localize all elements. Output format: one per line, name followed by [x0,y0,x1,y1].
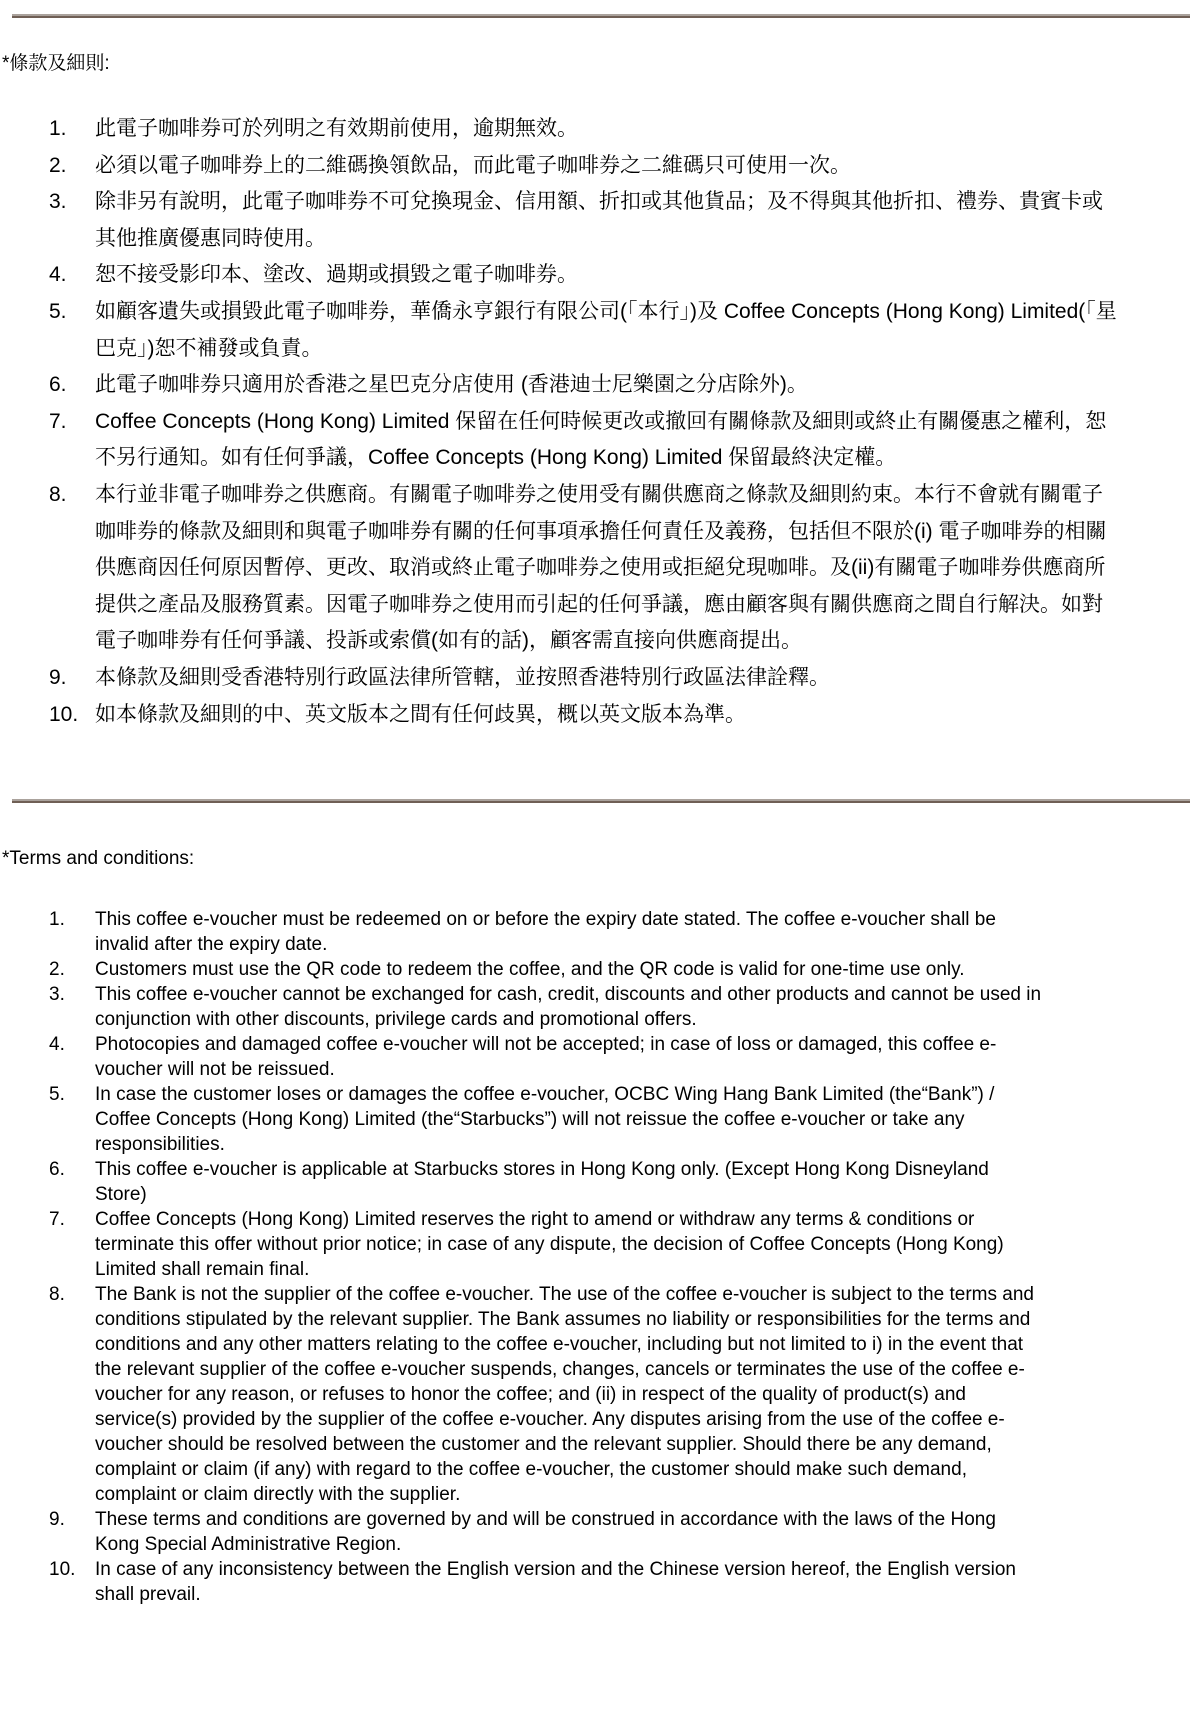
item-text: 此電子咖啡券只適用於香港之星巴克分店使用 (香港迪士尼樂園之分店除外)。 [95,373,808,397]
english-terms-list [0,907,1204,1607]
horizontal-rule-top [12,14,1190,18]
item-number: 7. [49,1209,65,1231]
item-number: 10. [49,702,79,726]
item-text: 如顧客遺失或損毀此電子咖啡券，華僑永亨銀行有限公司(「本行」)及 Coffee Concepts (Hong Kong) Limited(「星巴克」)恕不補發或負責。 [95,299,1117,360]
list-item [0,477,1204,660]
list-item [0,111,1204,148]
list-item [0,697,1204,734]
item-text: Photocopies and damaged coffee e-voucher will not be accepted; in case of loss or damaged, this coffee e-voucher will not be reissued. [95,1034,997,1081]
item-number: 3. [49,190,67,214]
item-text: The Bank is not the supplier of the coffee e-voucher. The use of the coffee e-voucher is subject to the terms and conditions stipulated by the relevant supplier. The Bank assumes no liability or responsibilities for the terms and conditions and any other matters relating to the coffee e-voucher, including but not limited to i) in the event that the relevant supplier of the coffee e-voucher suspends, changes, cancels or terminates the use of the coffee e-voucher for any reason, or refuses to honor the coffee; and (ii) in respect of the quality of product(s) and service(s) provided by the supplier of the coffee e-voucher. Any disputes arising from the use of the coffee e-voucher should be resolved between the customer and the relevant supplier. Should there be any demand, complaint or claim (if any) with regard to the coffee e-voucher, the customer should make such demand, complaint or claim directly with the supplier. [95,1284,1034,1506]
item-number: 8. [49,482,67,506]
list-item [0,1507,1204,1557]
item-text: 此電子咖啡券可於列明之有效期前使用，逾期無效。 [95,117,578,140]
chinese-terms-heading: *條款及細則: [2,53,110,74]
list-item [0,257,1204,294]
item-text: 本條款及細則受香港特別行政區法律所管轄，並按照香港特別行政區法律詮釋。 [95,665,830,689]
item-text: 除非另有說明，此電子咖啡券不可兌換現金、信用額、折扣或其他貨品；及不得與其他折扣、禮券、貴賓卡或其他推廣優惠同時使用。 [95,190,1103,250]
list-item [0,1282,1204,1507]
item-text: In case the customer loses or damages the coffee e-voucher, OCBC Wing Hang Bank Limited (the“Bank”) / Coffee Concepts (Hong Kong) Limited (the“Starbucks”) will not reissue the coffee e-voucher or take any responsibilities. [95,1084,995,1156]
item-text: This coffee e-voucher cannot be exchanged for cash, credit, discounts and other products and cannot be used in conjunction with other discounts, privilege cards and promotional offers. [95,984,1042,1031]
item-text: Customers must use the QR code to redeem the coffee, and the QR code is valid for one-time use only. [95,959,965,981]
item-number: 4. [49,1034,65,1056]
list-item [0,957,1204,982]
item-number: 8. [49,1284,65,1306]
item-number: 1. [49,117,67,140]
item-number: 5. [49,1084,65,1106]
horizontal-rule-divider [12,799,1190,803]
list-item [0,1082,1204,1157]
list-item [0,907,1204,957]
item-text: This coffee e-voucher is applicable at Starbucks stores in Hong Kong only. (Except Hong Kong Disneyland Store) [95,1159,989,1206]
list-item [0,1557,1204,1607]
list-item [0,660,1204,697]
item-number: 9. [49,665,67,689]
item-number: 10. [49,1559,76,1581]
item-number: 9. [49,1509,65,1531]
item-text: This coffee e-voucher must be redeemed on or before the expiry date stated. The coffee e-voucher shall be invalid after the expiry date. [95,909,996,956]
item-text: In case of any inconsistency between the English version and the Chinese version hereof, the English version shall prevail. [95,1559,1016,1606]
list-item [0,1032,1204,1082]
item-number: 2. [49,959,65,981]
item-text: 恕不接受影印本、塗改、過期或損毀之電子咖啡券。 [95,263,578,287]
item-number: 5. [49,299,67,323]
list-item [0,404,1204,477]
item-number: 2. [49,153,67,177]
list-item [0,294,1204,367]
item-number: 6. [49,373,67,397]
list-item [0,367,1204,404]
terms-document [0,14,1204,1607]
item-text: 本行並非電子咖啡券之供應商。有關電子咖啡券之使用受有關供應商之條款及細則約束。本行不會就有關電子咖啡券的條款及細則和與電子咖啡券有關的任何事項承擔任何責任及義務，包括但不限於(i) 電子咖啡券的相關供應商因任何原因暫停、更改、取消或終止電子咖啡券之使用或拒絕兌現咖啡。及(ii)有關電子咖啡券供應商所提供之產品及服務質素。因電子咖啡券之使用而引起的任何爭議，應由顧客與有關供應商之間自行解決。如對電子咖啡券有任何爭議、投訴或索償(如有的話)，顧客需直接向供應商提出。 [95,482,1107,653]
item-text: 必須以電子咖啡券上的二維碼換領飲品，而此電子咖啡券之二維碼只可使用一次。 [95,153,851,177]
item-number: 4. [49,263,67,287]
list-item [0,1207,1204,1282]
item-text: Coffee Concepts (Hong Kong) Limited 保留在任何時候更改或撤回有關條款及細則或終止有關優惠之權利，恕不另行通知。如有任何爭議，Coffee Concepts (Hong Kong) Limited 保留最終決定權。 [95,409,1107,470]
item-number: 3. [49,984,65,1006]
item-number: 7. [49,409,67,433]
item-number: 1. [49,909,65,931]
item-text: 如本條款及細則的中、英文版本之間有任何歧異，概以英文版本為準。 [95,702,746,726]
item-text: These terms and conditions are governed by and will be construed in accordance with the laws of the Hong Kong Special Administrative Region. [95,1509,996,1556]
english-terms-heading: *Terms and conditions: [2,848,195,870]
chinese-terms-list [0,111,1204,733]
item-text: Coffee Concepts (Hong Kong) Limited reserves the right to amend or withdraw any terms & conditions or terminate this offer without prior notice; in case of any dispute, the decision of Coffee Concepts (Hong Kong) Limited shall remain final. [95,1209,1004,1281]
item-number: 6. [49,1159,65,1181]
list-item [0,982,1204,1032]
list-item [0,184,1204,257]
list-item [0,1157,1204,1207]
list-item [0,148,1204,185]
